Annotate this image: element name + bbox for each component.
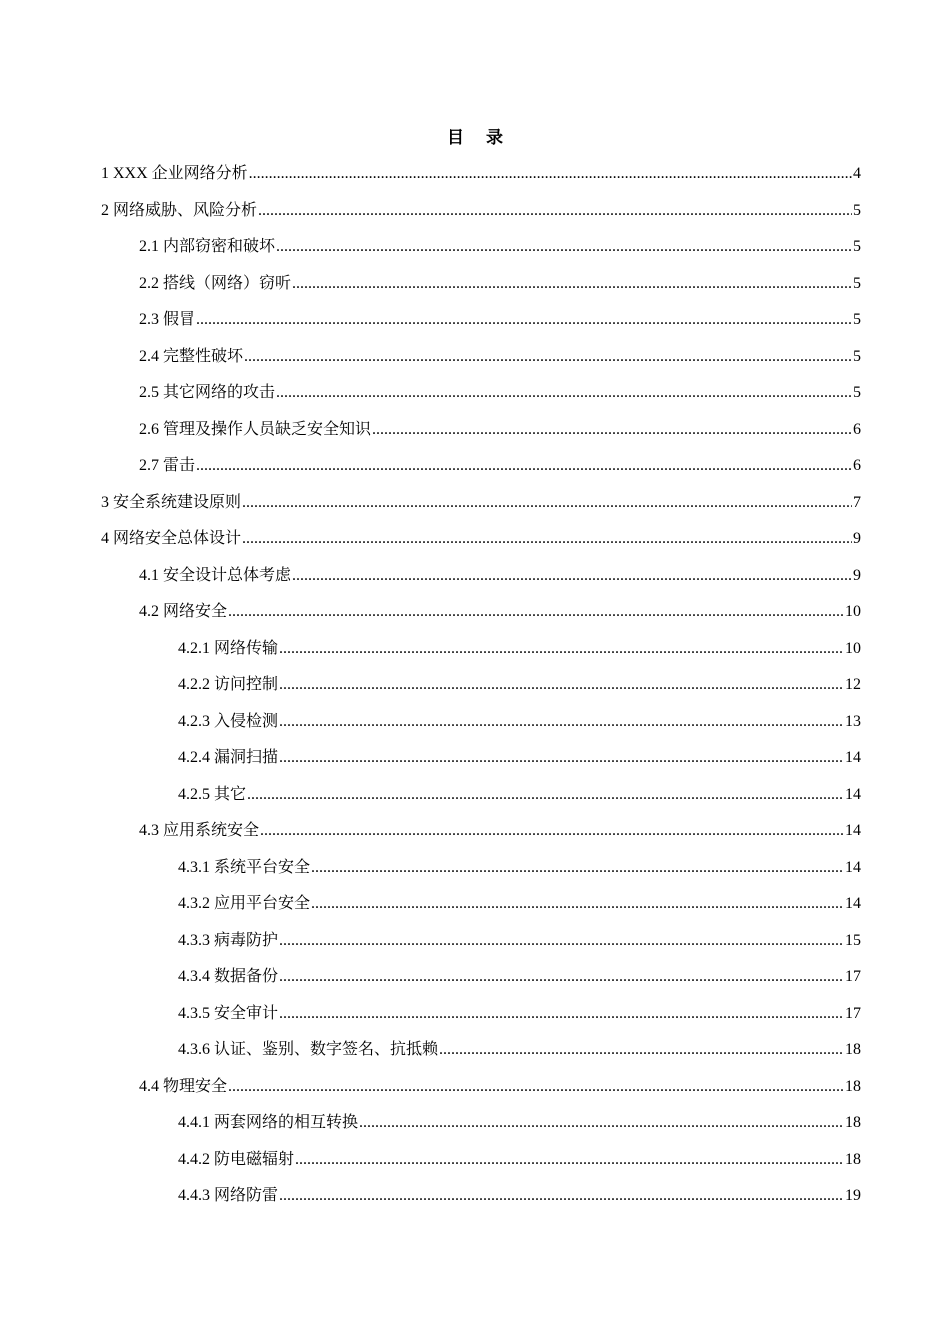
toc-entry[interactable] [0, 448, 950, 485]
toc-entry[interactable] [0, 777, 950, 814]
toc-entry-label: 4.3.1 系统平台安全 [178, 858, 311, 876]
toc-leader-dots [196, 310, 852, 330]
toc-entry-page: 12 [845, 676, 861, 694]
toc-entry-label: 2.1 内部窃密和破坏 [139, 238, 276, 256]
toc-entry-label: 4.3.4 数据备份 [178, 968, 279, 986]
toc-leader-dots [292, 566, 852, 586]
toc-entry-page: 5 [853, 238, 861, 256]
toc-entry[interactable] [0, 850, 950, 887]
toc-entry-page: 14 [845, 822, 861, 840]
toc-entry-label: 2.2 搭线（网络）窃听 [139, 274, 292, 292]
toc-entry[interactable] [0, 667, 950, 704]
toc-entry-label: 4 网络安全总体设计 [101, 530, 242, 548]
toc-entry[interactable] [0, 923, 950, 960]
toc-title-char-2: 录 [486, 128, 503, 147]
toc-entry[interactable] [0, 1105, 950, 1142]
toc-entry-page: 18 [845, 1041, 861, 1059]
toc-entry[interactable] [0, 594, 950, 631]
toc-leader-dots [249, 164, 852, 184]
toc-entry[interactable] [0, 704, 950, 741]
toc-entry-label: 3 安全系统建设原则 [101, 493, 242, 511]
toc-leader-dots [279, 748, 844, 768]
toc-entry-page: 10 [845, 639, 861, 657]
toc-entry-label: 4.4.3 网络防雷 [178, 1187, 279, 1205]
toc-entry-label: 4.3.2 应用平台安全 [178, 895, 311, 913]
toc-entry[interactable] [0, 959, 950, 996]
toc-entry-page: 14 [845, 895, 861, 913]
toc-entry-page: 6 [853, 420, 861, 438]
toc-leader-dots [279, 1186, 844, 1206]
toc-entry-page: 6 [853, 457, 861, 475]
toc-entry-label: 4.4 物理安全 [139, 1077, 228, 1095]
toc-entry-label: 2.5 其它网络的攻击 [139, 384, 276, 402]
toc-leader-dots [244, 347, 852, 367]
toc-entry-label: 4.4.2 防电磁辐射 [178, 1150, 295, 1168]
toc-entry-label: 4.2.2 访问控制 [178, 676, 279, 694]
toc-entry-label: 4.2.3 入侵检测 [178, 712, 279, 730]
toc-entry-page: 9 [853, 530, 861, 548]
toc-entry-label: 4.2.1 网络传输 [178, 639, 279, 657]
toc-entry[interactable] [0, 1142, 950, 1179]
toc-entry[interactable] [0, 229, 950, 266]
toc-entry-page: 15 [845, 931, 861, 949]
toc-leader-dots [260, 821, 844, 841]
toc-list [0, 156, 950, 1215]
toc-entry-label: 2.3 假冒 [139, 311, 196, 329]
toc-entry-label: 4.3.5 安全审计 [178, 1004, 279, 1022]
toc-entry-label: 4.2.5 其它 [178, 785, 247, 803]
toc-entry-page: 5 [853, 274, 861, 292]
toc-entry-label: 4.2.4 漏洞扫描 [178, 749, 279, 767]
toc-entry-label: 2.6 管理及操作人员缺乏安全知识 [139, 420, 372, 438]
toc-entry[interactable] [0, 1032, 950, 1069]
toc-entry-label: 4.3 应用系统安全 [139, 822, 260, 840]
toc-leader-dots [279, 675, 844, 695]
toc-leader-dots [372, 420, 852, 440]
toc-entry-page: 7 [853, 493, 861, 511]
toc-leader-dots [276, 383, 852, 403]
toc-leader-dots [295, 1150, 844, 1170]
toc-entry-page: 9 [853, 566, 861, 584]
toc-entry-page: 5 [853, 347, 861, 365]
toc-title-char-1: 目 [447, 128, 464, 147]
toc-leader-dots [228, 1077, 844, 1097]
toc-entry-page: 18 [845, 1114, 861, 1132]
toc-leader-dots [359, 1113, 844, 1133]
toc-leader-dots [279, 931, 844, 951]
toc-leader-dots [279, 967, 844, 987]
toc-title [0, 124, 950, 152]
toc-leader-dots [311, 858, 844, 878]
toc-leader-dots [292, 274, 852, 294]
toc-leader-dots [311, 894, 844, 914]
toc-entry-page: 5 [853, 201, 861, 219]
toc-leader-dots [439, 1040, 844, 1060]
toc-entry[interactable] [0, 339, 950, 376]
toc-entry[interactable] [0, 740, 950, 777]
toc-leader-dots [242, 493, 852, 513]
toc-entry-page: 18 [845, 1150, 861, 1168]
toc-leader-dots [279, 712, 844, 732]
toc-entry[interactable] [0, 631, 950, 668]
toc-entry-page: 17 [845, 1004, 861, 1022]
toc-entry-page: 19 [845, 1187, 861, 1205]
toc-entry-label: 2.4 完整性破坏 [139, 347, 244, 365]
toc-entry-page: 4 [853, 165, 861, 183]
toc-leader-dots [276, 237, 852, 257]
toc-entry[interactable] [0, 266, 950, 303]
toc-entry[interactable] [0, 996, 950, 1033]
toc-entry[interactable] [0, 886, 950, 923]
toc-entry[interactable] [0, 156, 950, 193]
toc-entry-page: 18 [845, 1077, 861, 1095]
toc-entry-label: 4.1 安全设计总体考虑 [139, 566, 292, 584]
toc-entry-page: 17 [845, 968, 861, 986]
toc-entry-page: 10 [845, 603, 861, 621]
toc-leader-dots [279, 639, 844, 659]
toc-entry[interactable] [0, 485, 950, 522]
toc-entry-label: 4.2 网络安全 [139, 603, 228, 621]
toc-entry-page: 13 [845, 712, 861, 730]
toc-entry[interactable] [0, 1069, 950, 1106]
toc-entry-page: 14 [845, 749, 861, 767]
toc-entry[interactable] [0, 1178, 950, 1215]
toc-entry-label: 1 XXX 企业网络分析 [101, 165, 248, 183]
toc-entry-label: 2.7 雷击 [139, 457, 196, 475]
toc-entry-page: 14 [845, 785, 861, 803]
toc-entry[interactable] [0, 193, 950, 230]
toc-entry[interactable] [0, 302, 950, 339]
toc-entry-label: 4.4.1 两套网络的相互转换 [178, 1114, 359, 1132]
toc-leader-dots [258, 201, 852, 221]
toc-entry-label: 4.3.3 病毒防护 [178, 931, 279, 949]
toc-leader-dots [247, 785, 844, 805]
toc-leader-dots [196, 456, 852, 476]
toc-entry-page: 14 [845, 858, 861, 876]
toc-entry[interactable] [0, 412, 950, 449]
toc-entry-page: 5 [853, 384, 861, 402]
toc-entry[interactable] [0, 813, 950, 850]
toc-leader-dots [279, 1004, 844, 1024]
toc-entry[interactable] [0, 521, 950, 558]
toc-leader-dots [228, 602, 844, 622]
toc-entry[interactable] [0, 375, 950, 412]
toc-entry[interactable] [0, 558, 950, 595]
toc-leader-dots [242, 529, 852, 549]
toc-entry-label: 4.3.6 认证、鉴别、数字签名、抗抵赖 [178, 1041, 439, 1059]
toc-entry-page: 5 [853, 311, 861, 329]
toc-entry-label: 2 网络威胁、风险分析 [101, 201, 258, 219]
